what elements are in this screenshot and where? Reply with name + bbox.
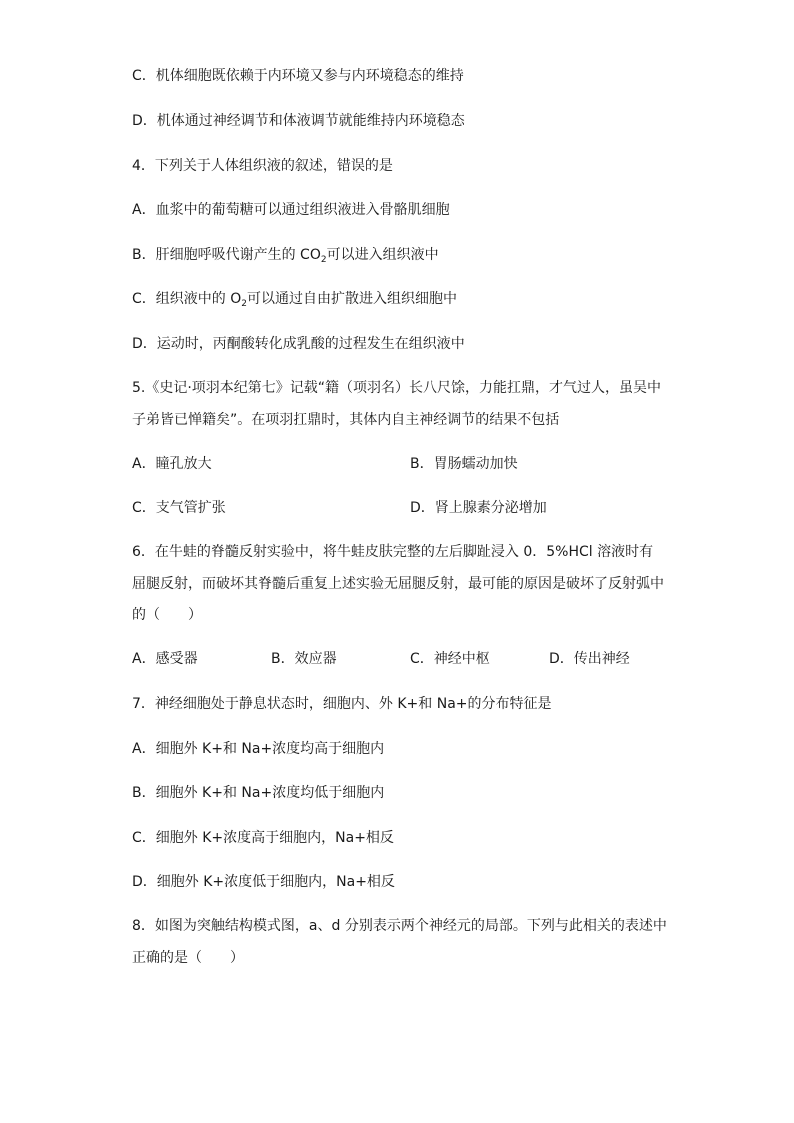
q6-stem-line1: 6．在牛蛙的脊髓反射实验中，将牛蛙皮肤完整的左后脚趾浸入 0．5%HCl 溶液时有 (132, 544, 654, 560)
q7-option-a: A．细胞外 K+和 Na+浓度均高于细胞内 (132, 741, 385, 757)
q6-stem-line2: 屈腿反射，而破坏其脊髓后重复上述实验无屈腿反射，最可能的原因是破坏了反射弧中 (132, 576, 664, 592)
q5-option-d: D．肾上腺素分泌增加 (410, 500, 547, 516)
q7-option-b: B．细胞外 K+和 Na+浓度均低于细胞内 (132, 785, 385, 801)
q4-option-b-post: 可以进入组织液中 (326, 247, 439, 263)
q4-option-a: A．血浆中的葡萄糖可以通过组织液进入骨骼肌细胞 (132, 202, 450, 218)
q7-option-c: C．细胞外 K+浓度高于细胞内，Na+相反 (132, 830, 394, 846)
q5-stem-line1: 5.《史记·项羽本纪第七》记载“籍（项羽名）长八尺馀，力能扛鼎，才气过人，虽吴中 (132, 380, 662, 396)
q5-stem-line2: 子弟皆已惮籍矣”。在项羽扛鼎时，其体内自主神经调节的结果不包括 (132, 412, 560, 428)
q4-option-c-pre: C．组织液中的 O (132, 291, 242, 307)
q5-option-a: A．瞳孔放大 (132, 456, 212, 472)
q7-option-d: D．细胞外 K+浓度低于细胞内，Na+相反 (132, 874, 395, 890)
q6-option-a: A．感受器 (132, 651, 198, 667)
q4-option-b-pre: B．肝细胞呼吸代谢产生的 CO (132, 247, 321, 263)
q5-option-c: C．支气管扩张 (132, 500, 226, 516)
q6-option-b: B．效应器 (271, 651, 337, 667)
q4-option-d: D．运动时，丙酮酸转化成乳酸的过程发生在组织液中 (132, 336, 465, 352)
q7-stem: 7．神经细胞处于静息状态时，细胞内、外 K+和 Na+的分布特征是 (132, 696, 552, 712)
q4-stem: 4．下列关于人体组织液的叙述，错误的是 (132, 158, 393, 174)
q6-option-d: D．传出神经 (549, 651, 630, 667)
q4-option-c-post: 可以通过自由扩散进入组织细胞中 (246, 291, 457, 307)
q6-option-c: C．神经中枢 (410, 651, 490, 667)
q3-option-d: D．机体通过神经调节和体液调节就能维持内环境稳态 (132, 113, 465, 129)
q4-option-c (132, 289, 457, 309)
q3-option-c: C．机体细胞既依赖于内环境又参与内环境稳态的维持 (132, 68, 464, 84)
q5-option-b: B．胃肠蠕动加快 (410, 456, 518, 472)
q8-stem-line2: 正确的是（ ） (132, 950, 244, 966)
q8-stem-line1: 8．如图为突触结构模式图，a、d 分别表示两个神经元的局部。下列与此相关的表述中 (132, 918, 667, 934)
q4-option-c-sub: 2 (241, 299, 247, 309)
q6-stem-line3: 的（ ） (132, 607, 202, 623)
q4-option-b-sub: 2 (320, 255, 327, 265)
q4-option-b (132, 245, 439, 265)
